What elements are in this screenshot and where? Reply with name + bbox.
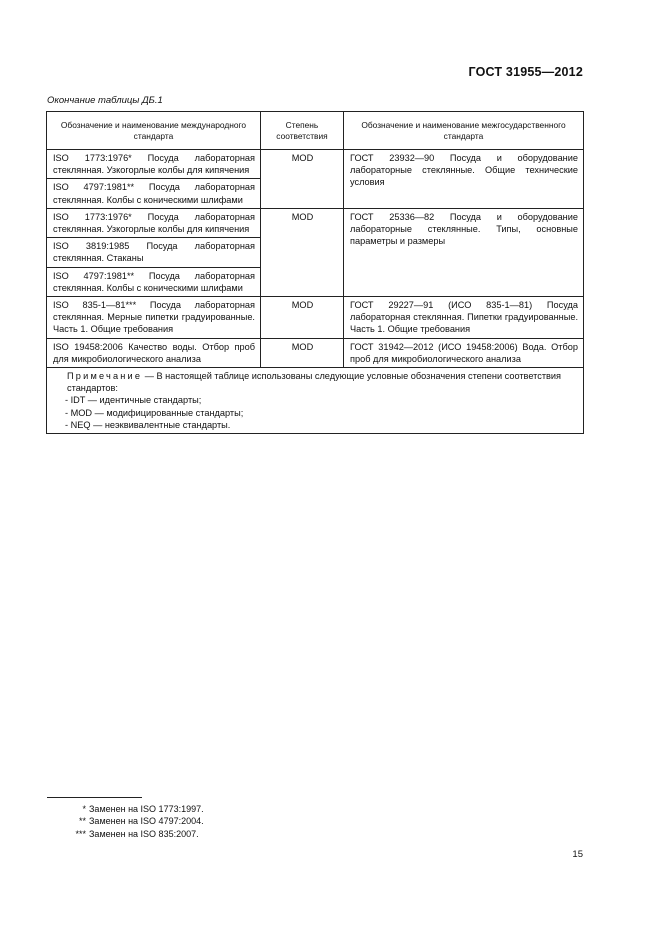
table-row	[47, 208, 584, 237]
header-international: Обозначение и наименование международного стандарта	[47, 112, 261, 150]
footnote-mark: ***	[75, 828, 86, 839]
table-note-row	[47, 368, 584, 434]
degree-cell: MOD	[261, 208, 344, 296]
intl-standard-cell: ISO 4797:1981** Посуда лабораторная стеклянная. Колбы с коническими шлифами	[47, 179, 261, 208]
note-item: - NEQ — неэквивалентные стандарты.	[65, 419, 231, 430]
intl-standard-cell: ISO 3819:1985 Посуда лабораторная стеклянная. Стаканы	[47, 238, 261, 267]
intl-standard-cell: ISO 1773:1976* Посуда лабораторная стеклянная. Узкогорлые колбы для кипячения	[47, 208, 261, 237]
degree-cell: MOD	[261, 297, 344, 339]
footnote	[47, 815, 204, 827]
table-note	[47, 368, 584, 434]
interstate-standard-cell: ГОСТ 23932—90 Посуда и оборудование лабораторные стеклянные. Общие технические условия	[344, 150, 584, 209]
table-row	[47, 150, 584, 179]
intl-standard-cell: ISO 19458:2006 Качество воды. Отбор проб для микробиологического анализа	[47, 338, 261, 367]
table-row	[47, 338, 584, 367]
intl-standard-cell: ISO 4797:1981** Посуда лабораторная стеклянная. Колбы с коническими шлифами	[47, 267, 261, 296]
note-title: Примечание	[67, 371, 143, 382]
interstate-standard-cell: ГОСТ 25336—82 Посуда и оборудование лабораторные стеклянные. Типы, основные параметры и размеры	[344, 208, 584, 296]
footnote-mark: **	[78, 816, 86, 827]
footnotes	[47, 803, 204, 840]
document-code: ГОСТ 31955—2012	[468, 65, 583, 79]
footnote	[47, 803, 204, 815]
footnote-text: Заменен на ISO 1773:1997.	[89, 804, 204, 814]
footnote-mark: *	[82, 804, 86, 814]
degree-cell: MOD	[261, 338, 344, 367]
table-caption: Окончание таблицы ДБ.1	[47, 95, 163, 106]
footnote-divider	[47, 797, 142, 798]
table-header-row	[47, 112, 584, 150]
interstate-standard-cell: ГОСТ 31942—2012 (ИСО 19458:2006) Вода. Отбор проб для микробиологического анализа	[344, 338, 584, 367]
footnote	[47, 828, 204, 840]
note-item: - IDT — идентичные стандарты;	[65, 395, 202, 406]
footnote-text: Заменен на ISO 835:2007.	[89, 828, 199, 839]
standards-table	[46, 111, 584, 434]
header-interstate: Обозначение и наименование межгосударственного стандарта	[344, 112, 584, 150]
intl-standard-cell: ISO 1773:1976* Посуда лабораторная стеклянная. Узкогорлые колбы для кипячения	[47, 150, 261, 179]
interstate-standard-cell: ГОСТ 29227—91 (ИСО 835-1—81) Посуда лабораторная стеклянная. Пипетки градуированные. Часть 1. Общие требования	[344, 297, 584, 339]
intl-standard-cell: ISO 835-1—81*** Посуда лабораторная стеклянная. Мерные пипетки градуированные. Часть 1. Общие требования	[47, 297, 261, 339]
footnote-text: Заменен на ISO 4797:2004.	[89, 816, 204, 827]
note-text: — В настоящей таблице использованы следующие условные обозначения степени соответствия стандартов:	[67, 371, 562, 394]
header-degree: Степень соответствия	[261, 112, 344, 150]
table-row	[47, 297, 584, 339]
note-item: - MOD — модифицированные стандарты;	[65, 407, 244, 418]
degree-cell: MOD	[261, 150, 344, 209]
page-number: 15	[572, 849, 583, 860]
note-list	[53, 394, 578, 431]
